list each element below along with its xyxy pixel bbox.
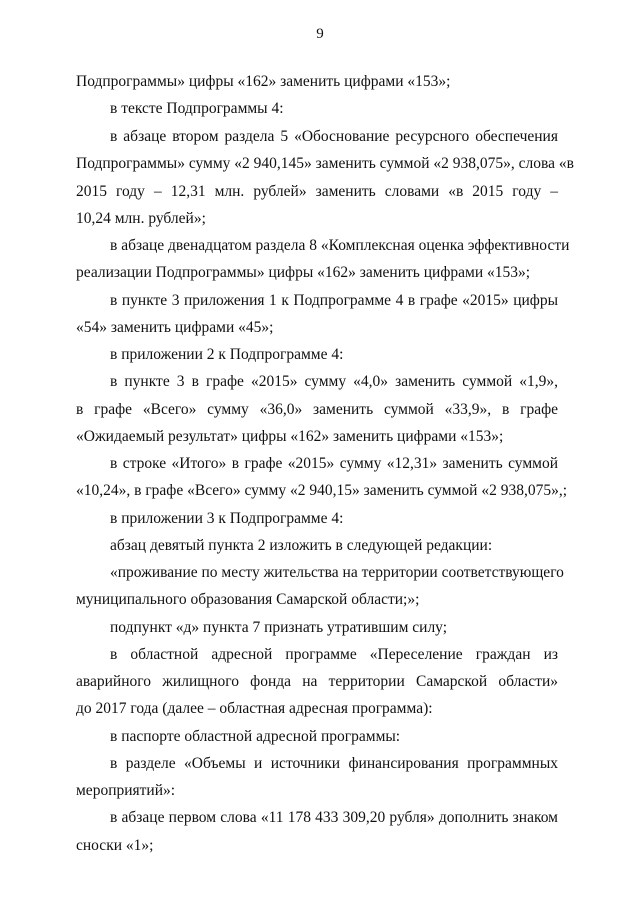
text-line: сноски «1»; (76, 837, 154, 854)
text-line: «10,24», в графе «Всего» сумму «2 940,15» заменить суммой «2 938,075»,; (76, 482, 568, 499)
text-line: Подпрограммы» сумму «2 940,145» заменить суммой «2 938,075», слова «в (76, 155, 574, 172)
text-line: аварийного жилищного фонда на территории Самарской области» (76, 673, 558, 690)
text-line: до 2017 года (далее – областная адресная программа): (76, 700, 433, 717)
text-line: мероприятий»: (76, 782, 176, 799)
text-line: в тексте Подпрограммы 4: (110, 100, 284, 117)
text-line: в приложении 2 к Подпрограмме 4: (110, 346, 344, 363)
text-line: в паспорте областной адресной программы: (110, 728, 401, 745)
text-line: в пункте 3 приложения 1 к Подпрограмме 4 в графе «2015» цифры (110, 292, 558, 309)
text-line: Подпрограммы» цифры «162» заменить цифрами «153»; (76, 73, 451, 90)
text-line: в строке «Итого» в графе «2015» сумму «12,31» заменить суммой (110, 455, 558, 472)
text-line: реализации Подпрограммы» цифры «162» заменить цифрами «153»; (76, 264, 531, 281)
text-line: «54» заменить цифрами «45»; (76, 319, 274, 336)
text-line: в абзаце двенадцатом раздела 8 «Комплексная оценка эффективности (110, 237, 570, 254)
text-line: в абзаце втором раздела 5 «Обоснование ресурсного обеспечения (110, 128, 558, 145)
text-line: «Ожидаемый результат» цифры «162» заменить цифрами «153»; (76, 428, 504, 445)
text-line: в пункте 3 в графе «2015» сумму «4,0» заменить суммой «1,9», (110, 373, 558, 390)
text-line: подпункт «д» пункта 7 признать утратившим силу; (110, 619, 448, 636)
text-line: в разделе «Объемы и источники финансирования программных (110, 755, 558, 772)
text-line: «проживание по месту жительства на территории соответствующего (110, 564, 564, 581)
page-number: 9 (316, 26, 324, 42)
text-line: 10,24 млн. рублей»; (76, 210, 206, 227)
text-line: муниципального образования Самарской области;»; (76, 591, 420, 608)
text-line: в приложении 3 к Подпрограмме 4: (110, 510, 344, 527)
text-line: абзац девятый пункта 2 изложить в следующей редакции: (110, 537, 493, 554)
text-line: в областной адресной программе «Переселение граждан из (110, 646, 558, 663)
text-line: в абзаце первом слова «11 178 433 309,20 рубля» дополнить знаком (110, 809, 558, 826)
text-line: в графе «Всего» сумму «36,0» заменить суммой «33,9», в графе (76, 401, 558, 418)
text-line: 2015 году – 12,31 млн. рублей» заменить словами «в 2015 году – (76, 183, 558, 200)
